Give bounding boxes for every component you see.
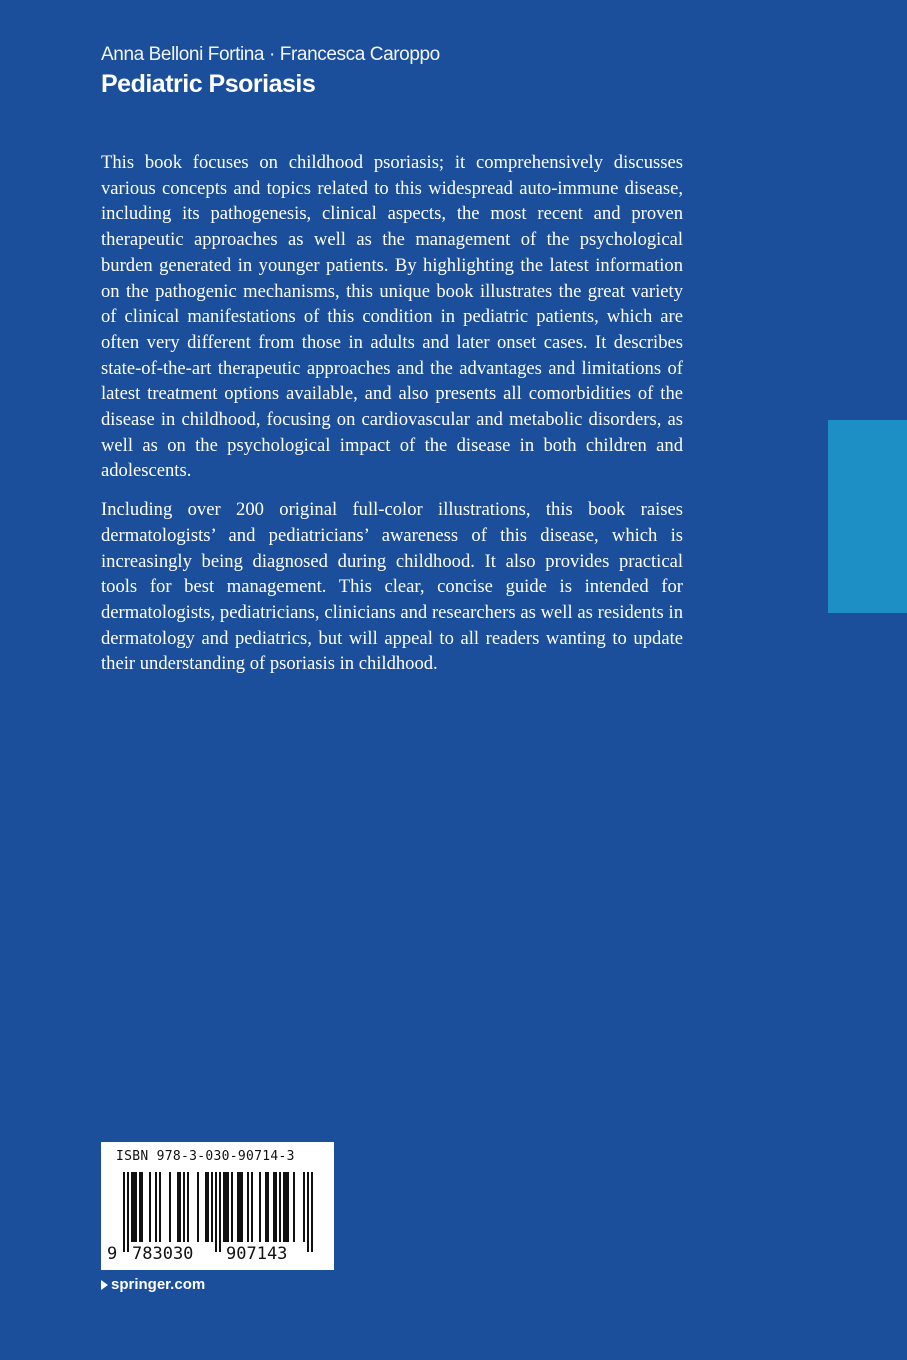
blurb bbox=[101, 150, 683, 690]
barcode-bar bbox=[231, 1172, 233, 1242]
barcode-bar bbox=[149, 1172, 151, 1242]
barcode-bar bbox=[215, 1172, 217, 1252]
barcode-bar bbox=[131, 1172, 133, 1242]
barcode-bar bbox=[135, 1172, 137, 1242]
book-title: Pediatric Psoriasis bbox=[101, 70, 316, 98]
barcode-bar bbox=[307, 1172, 309, 1252]
barcode-bar bbox=[223, 1172, 225, 1242]
barcode-bar bbox=[283, 1172, 285, 1242]
barcode-bar bbox=[237, 1172, 239, 1242]
barcode-bar bbox=[275, 1172, 277, 1242]
barcode-bar bbox=[155, 1172, 157, 1242]
barcode-bar bbox=[207, 1172, 209, 1242]
arrow-right-icon bbox=[101, 1280, 108, 1290]
author-names: Anna Belloni Fortina · Francesca Caroppo bbox=[101, 44, 440, 65]
barcode-bar bbox=[219, 1172, 221, 1252]
barcode-box bbox=[101, 1142, 334, 1270]
barcode-digit-first: 9 bbox=[107, 1244, 118, 1264]
barcode-bar bbox=[179, 1172, 181, 1242]
barcode-bar bbox=[247, 1172, 249, 1242]
barcode-bar bbox=[279, 1172, 281, 1242]
barcode-bar bbox=[141, 1172, 143, 1242]
barcode-bar bbox=[273, 1172, 275, 1242]
barcode-bar bbox=[127, 1172, 129, 1252]
barcode-bar bbox=[287, 1172, 289, 1242]
barcode-bar bbox=[187, 1172, 189, 1242]
barcode-bar bbox=[285, 1172, 287, 1242]
barcode bbox=[101, 1142, 334, 1270]
barcode-bar bbox=[259, 1172, 261, 1242]
publisher-url: springer.com bbox=[111, 1276, 206, 1293]
barcode-bar bbox=[139, 1172, 141, 1242]
blurb-paragraph-2: Including over 200 original full-color illustrations, this book raises dermatologists’ and pediatricians’ awareness of this disease, which is increasingly being diagnosed during childhood. It also provides practical tools for best management. This clear, concise guide is intended for dermatologists, pediatricians, clinicians and researchers as well as residents in dermatology and pediatrics, but will appeal to all readers wanting to update their understanding of psoriasis in childhood. bbox=[101, 499, 683, 675]
barcode-digits-left: 783030 bbox=[132, 1244, 194, 1264]
barcode-bar bbox=[205, 1172, 207, 1242]
side-color-tab bbox=[828, 420, 907, 613]
barcode-bar bbox=[183, 1172, 185, 1242]
barcode-bar bbox=[225, 1172, 227, 1242]
blurb-paragraph-1: This book focuses on childhood psoriasis; it comprehensively discusses various concepts and topics related to this widespread auto-immune disease, including its pathogenesis, clinical aspects, the most recent and proven therapeutic approaches as well as the management of the psychological burden generated in younger patients. By highlighting the latest information on the pathogenic mechanisms, this unique book illustrates the great variety of clinical manifestations of this condition in pediatric patients, which are often very different from those in adults and later onset cases. It describes state-of-the-art therapeutic approaches and the advantages and limitations of latest treatment options available, and also presents all comorbidities of the disease in childhood, focusing on cardiovascular and metabolic disorders, as well as on the psychological impact of the disease in both children and adolescents. bbox=[101, 152, 683, 482]
barcode-bar bbox=[227, 1172, 229, 1242]
barcode-bar bbox=[239, 1172, 241, 1242]
barcode-bar bbox=[293, 1172, 295, 1242]
barcode-bar bbox=[123, 1172, 125, 1252]
barcode-bar bbox=[177, 1172, 179, 1242]
barcode-bar bbox=[197, 1172, 199, 1242]
barcode-bar bbox=[311, 1172, 313, 1252]
barcode-digits-right: 907143 bbox=[226, 1244, 288, 1264]
barcode-bar bbox=[265, 1172, 267, 1242]
barcode-bar bbox=[241, 1172, 243, 1242]
barcode-bar bbox=[133, 1172, 135, 1242]
publisher-link[interactable] bbox=[101, 1276, 205, 1293]
barcode-bar bbox=[303, 1172, 305, 1242]
barcode-bar bbox=[267, 1172, 269, 1242]
isbn-label: ISBN 978-3-030-90714-3 bbox=[116, 1149, 295, 1164]
barcode-bar bbox=[159, 1172, 161, 1242]
barcode-bar bbox=[169, 1172, 171, 1242]
barcode-bar bbox=[211, 1172, 213, 1242]
barcode-bar bbox=[251, 1172, 253, 1242]
